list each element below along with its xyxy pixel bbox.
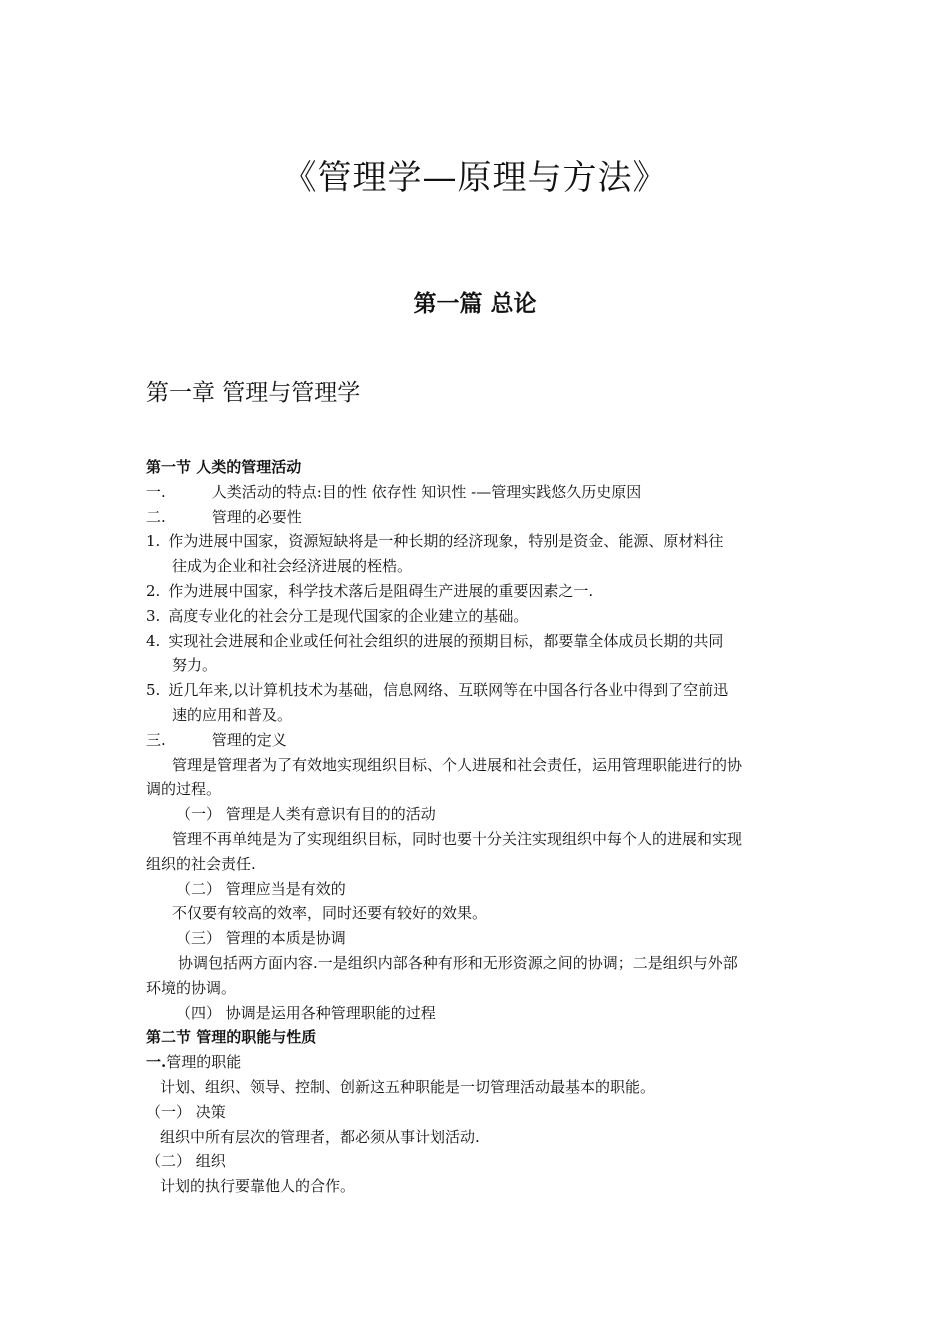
outline-item — [146, 728, 806, 753]
paragraph: 调的过程。 — [146, 780, 222, 799]
list-item — [146, 579, 806, 604]
outline-text: 管理的职能 — [166, 1053, 242, 1072]
paragraph: 不仅要有较高的效率，同时还要有较好的效果。 — [172, 904, 488, 923]
list-number: 2. — [146, 581, 161, 600]
section-heading: 第一节 人类的管理活动 — [146, 458, 302, 476]
paragraph: 组织中所有层次的管理者，都必须从事计划活动. — [160, 1127, 480, 1146]
list-number: 4. — [146, 631, 161, 650]
list-item — [146, 604, 806, 629]
outline-text: 管理的必要性 — [211, 507, 302, 526]
outline-item — [146, 1050, 806, 1075]
outline-item — [146, 505, 806, 530]
list-number: 3. — [146, 606, 161, 625]
list-text: 速的应用和普及。 — [172, 705, 293, 724]
outline-item — [146, 480, 806, 505]
list-text: 近几年来,以计算机技术为基础，信息网络、互联网等在中国各行各业中得到了空前迅 — [168, 681, 729, 700]
outline-text: 管理的定义 — [211, 730, 287, 749]
sub-heading: （一） 决策 — [146, 1102, 226, 1121]
sub-heading: （二） 管理应当是有效的 — [176, 879, 346, 898]
outline-number: 二. — [146, 507, 166, 526]
list-number: 5. — [146, 681, 161, 700]
outline-text: 人类活动的特点:目的性 依存性 知识性 -—管理实践悠久历史原因 — [211, 482, 642, 501]
list-text: 实现社会进展和企业或任何社会组织的进展的预期目标，都要靠全体成员长期的共同 — [168, 631, 724, 650]
section-heading: 第二节 管理的职能与性质 — [146, 1028, 317, 1047]
document-title: 《管理学—原理与方法》 — [282, 158, 668, 198]
list-text: 作为进展中国家，科学技术落后是阻碍生产进展的重要因素之一. — [168, 581, 594, 600]
paragraph: 管理不再单纯是为了实现组织目标，同时也要十分关注实现组织中每个人的进展和实现 — [172, 829, 743, 848]
paragraph: 协调包括两方面内容.一是组织内部各种有形和无形资源之间的协调；二是组织与外部 — [178, 953, 738, 972]
sub-heading: （一） 管理是人类有意识有目的的活动 — [176, 805, 436, 824]
list-number: 1. — [146, 532, 161, 551]
list-text: 高度专业化的社会分工是现代国家的企业建立的基础。 — [168, 606, 529, 625]
paragraph: 计划、组织、领导、控制、创新这五种职能是一切管理活动最基本的职能。 — [160, 1077, 656, 1096]
list-text: 往成为企业和社会经济进展的桎梏。 — [172, 557, 413, 576]
outline-number: 一. — [146, 1053, 167, 1072]
part-title: 第一篇 总论 — [413, 290, 537, 317]
paragraph: 环境的协调。 — [146, 978, 237, 997]
list-item — [146, 629, 806, 679]
outline-number: 三. — [146, 730, 166, 749]
paragraph: 计划的执行要靠他人的合作。 — [160, 1177, 356, 1196]
list-text: 作为进展中国家，资源短缺将是一种长期的经济现象，特别是资金、能源、原材料往 — [168, 532, 724, 551]
list-text: 努力。 — [172, 656, 218, 675]
sub-heading: （四） 协调是运用各种管理职能的过程 — [176, 1003, 436, 1022]
numbered-list — [146, 529, 806, 727]
chapter-title: 第一章 管理与管理学 — [146, 380, 361, 406]
list-item — [146, 529, 806, 579]
paragraph: 组织的社会责任. — [146, 854, 256, 873]
list-item — [146, 678, 806, 728]
paragraph: 管理是管理者为了有效地实现组织目标、个人进展和社会责任，运用管理职能进行的协 — [172, 755, 743, 774]
outline-number: 一. — [146, 482, 166, 501]
document-body — [146, 455, 806, 1199]
sub-heading: （三） 管理的本质是协调 — [176, 929, 346, 948]
sub-heading: （二） 组织 — [146, 1152, 226, 1171]
